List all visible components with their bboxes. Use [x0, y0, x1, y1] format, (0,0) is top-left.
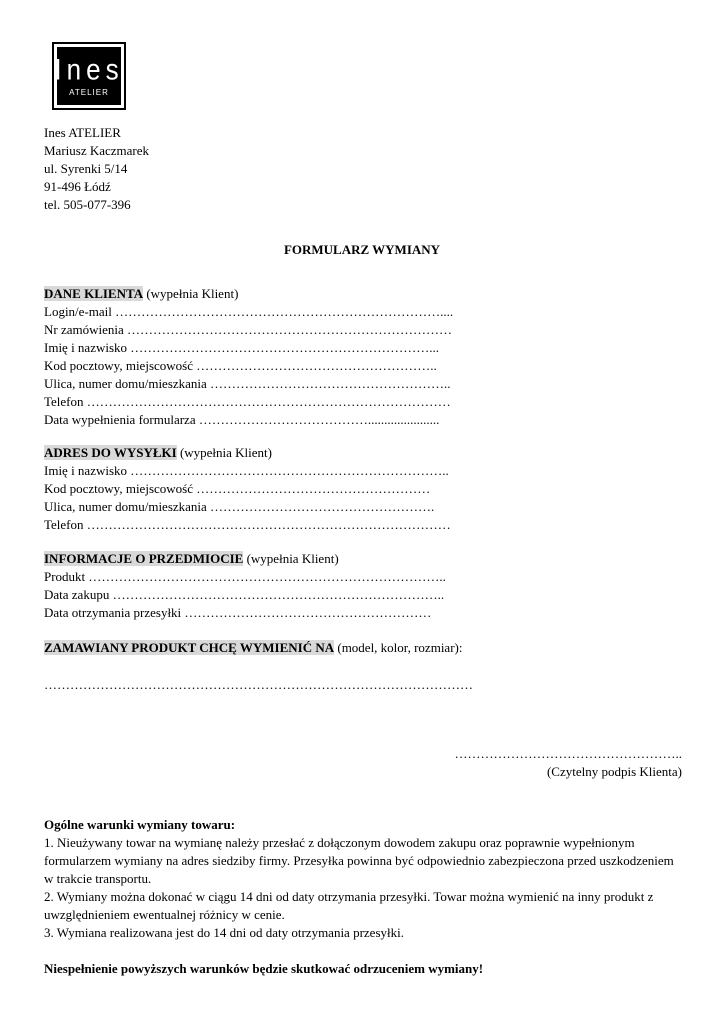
logo-sub-text: ATELIER [69, 87, 109, 97]
client-note: (wypełnia Klient) [143, 286, 239, 301]
shipping-field-street[interactable]: Ulica, numer domu/mieszkania ……………………………………………. [44, 499, 435, 514]
company-city: 91-496 Łódź [44, 179, 111, 194]
client-field-login[interactable]: Login/e-mail ………………………………………………………………….... [44, 304, 454, 319]
terms-heading: Ogólne warunki wymiany towaru: [44, 817, 236, 832]
shipping-field-postal[interactable]: Kod pocztowy, miejscowość ……………………………………………… [44, 481, 431, 496]
form-title: FORMULARZ WYMIANY [283, 242, 441, 257]
client-heading: DANE KLIENTA [44, 286, 144, 301]
product-note: (wypełnia Klient) [243, 551, 339, 566]
company-street: ul. Syrenki 5/14 [44, 161, 128, 176]
client-field-name[interactable]: Imię i nazwisko ……………………………………………………………... [44, 340, 440, 355]
exchange-section-header [44, 639, 462, 657]
shipping-field-name[interactable]: Imię i nazwisko ……………………………………………………………….. [44, 463, 449, 478]
product-field-received-date[interactable]: Data otrzymania przesyłki ………………………………………………… [44, 605, 432, 620]
product-field-purchase-date[interactable]: Data zakupu ………………………………………………………………….. [44, 587, 445, 602]
logo-main-text: Ines [54, 51, 124, 86]
client-section-header [44, 285, 238, 303]
shipping-field-phone[interactable]: Telefon ………………………………………………………………………… [44, 517, 451, 532]
product-section-header [44, 550, 339, 568]
signature-line[interactable]: …………………………………………….. [454, 746, 682, 761]
terms-warning: Niespełnienie powyższych warunków będzie skutkować odrzuceniem wymiany! [44, 961, 484, 976]
company-name: Ines ATELIER [44, 125, 121, 140]
terms-paragraph-3: 3. Wymiana realizowana jest do 14 dni od daty otrzymania przesyłki. [44, 925, 404, 940]
company-phone: tel. 505-077-396 [44, 197, 131, 212]
logo [52, 42, 126, 110]
exchange-heading: ZAMAWIANY PRODUKT CHCĘ WYMIENIĆ NA [44, 640, 335, 655]
product-heading: INFORMACJE O PRZEDMIOCIE [44, 551, 244, 566]
company-person: Mariusz Kaczmarek [44, 143, 150, 158]
product-field-product[interactable]: Produkt ……………………………………………………………………….. [44, 569, 446, 584]
client-field-street[interactable]: Ulica, numer domu/mieszkania ……………………………………………….. [44, 376, 451, 391]
shipping-note: (wypełnia Klient) [176, 445, 272, 460]
signature-label: (Czytelny podpis Klienta) [546, 764, 682, 779]
logo-box [54, 47, 124, 105]
shipping-section-header [44, 444, 272, 462]
client-field-date[interactable]: Data wypełnienia formularza …………………………………...................... [44, 412, 440, 427]
client-field-phone[interactable]: Telefon ………………………………………………………………………… [44, 394, 451, 409]
terms-paragraph-2: 2. Wymiany można dokonać w ciągu 14 dni od daty otrzymania przesyłki. Towar można wymienić na inny produkt z uwzględnieniem ewentualnej różnicy w cenie. [44, 889, 654, 922]
exchange-note: (model, kolor, rozmiar): [334, 640, 463, 655]
client-field-postal[interactable]: Kod pocztowy, miejscowość ……………………………………………….. [44, 358, 437, 373]
terms-paragraph-1: 1. Nieużywany towar na wymianę należy przesłać z dołączonym dowodem zakupu oraz poprawnie wypełnionym formularzem wymiany na adres siedziby firmy. Przesyłka powinna być odpowiednio zabezpieczona przed uszkodzeniem w trakcie transportu. [44, 835, 674, 886]
exchange-field-line[interactable]: ……………………………………………………………………………………… [44, 677, 473, 692]
client-field-order-number[interactable]: Nr zamówienia ………………………………………………………………… [44, 322, 453, 337]
shipping-heading: ADRES DO WYSYŁKI [44, 445, 177, 460]
